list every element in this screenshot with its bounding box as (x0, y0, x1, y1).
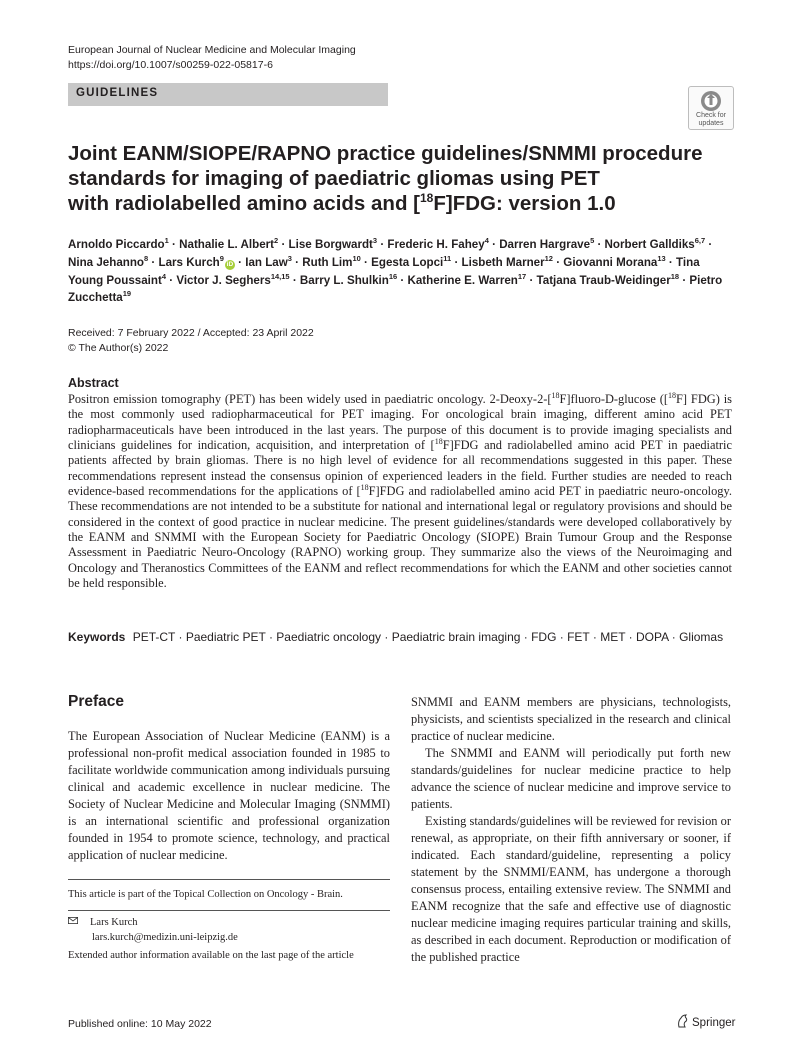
author-affiliation: 11 (443, 253, 452, 263)
author-name[interactable]: Ruth Lim (302, 255, 353, 269)
author-name[interactable]: Ian Law (245, 255, 288, 269)
author-affiliation: 14,15 (270, 271, 290, 281)
title-line-1: Joint EANM/SIOPE/RAPNO practice guidelines/SNMMI procedure (68, 142, 703, 165)
journal-header (68, 43, 356, 73)
author-name[interactable]: Egesta Lopci (371, 255, 444, 269)
orcid-icon[interactable]: iD (226, 260, 234, 268)
title-line-2: standards for imaging of paediatric gliomas using PET (68, 167, 600, 190)
received-accepted-dates: Received: 7 February 2022 / Accepted: 23 April 2022 (68, 327, 314, 339)
envelope-icon (68, 917, 78, 924)
extended-author-info: Extended author information available on the last page of the article (68, 950, 354, 961)
author-name[interactable]: Lisbeth Marner (461, 255, 545, 269)
author-name[interactable]: Katherine E. Warren (407, 273, 518, 287)
author-name[interactable]: Darren Hargrave (499, 238, 591, 251)
author-affiliation: 13 (657, 253, 666, 263)
author-affiliation: 2 (274, 236, 279, 246)
check-updates-line2: updates (698, 119, 724, 127)
author-name[interactable]: Nina Jehanno (68, 255, 145, 269)
left-column (68, 728, 390, 864)
author-name[interactable]: Giovanni Morana (563, 255, 658, 269)
abstract-heading: Abstract (68, 376, 119, 390)
author-name[interactable]: Lars Kurch (158, 255, 220, 269)
article-title (68, 141, 708, 216)
check-for-updates-badge[interactable] (688, 86, 734, 130)
published-date: Published online: 10 May 2022 (68, 1018, 212, 1030)
keywords-label: Keywords (68, 630, 126, 644)
author-affiliation: 16 (388, 271, 398, 281)
check-updates-icon (700, 90, 722, 112)
preface-paragraph-3: The SNMMI and EANM will periodically put forth new standards/guidelines for nuclear medicine practice to help advance the science of nuclear medicine and improve service to patients. (411, 746, 731, 811)
preface-paragraph-2: SNMMI and EANM members are physicians, technologists, physicists, and scientists specialized in the research and clinical practice of nuclear medicine. (411, 695, 731, 743)
author-affiliation: 18 (670, 271, 680, 281)
author-name[interactable]: Norbert Galldiks (604, 238, 695, 251)
author-name[interactable]: Barry L. Shulkin (299, 273, 389, 287)
doi-link[interactable]: https://doi.org/10.1007/s00259-022-05817-6 (68, 59, 273, 71)
author-affiliation: 6,7 (694, 236, 706, 246)
author-affiliation: 5 (590, 236, 595, 246)
copyright-notice: © The Author(s) 2022 (68, 342, 169, 354)
abstract-body: Positron emission tomography (PET) has been widely used in paediatric oncology. 2-Deoxy-2-[$^{18}$F]fluoro-D-glucose ([$^{18}$F] FDG) is the most commonly used radiopharmaceutical for PET imaging. For oncological brain imaging, different amino acid PET radiopharmaceuticals have been introduced in the last years. The purpose of this document is to provide imaging specialists and clinicians guidelines for indication, acquisition, and interpretation of [$^{18}$F]FDG and radiolabelled amino acid PET in paediatric patients affected by brain gliomas. There is no high level of evidence for all recommendations suggested in this paper. These recommendations represent instead the consensus opinion of experienced leaders in the field. Further studies are needed to reach evidence-based recommendations for the applications of [$^{18}$F]FDG and radiolabelled amino acid PET in paediatric neuro-oncology. These recommendations are not intended to be a substitute for national and international legal or regulatory provisions and should be considered in the context of good practice in nuclear medicine. The present guidelines/standards were developed collaboratively by the EANM and SNMMI with the European Society for Paediatric Oncology (SIOPE) Brain Tumour Group and the Response Assessment in Paediatric Neuro-Oncology (RAPNO) working group. They summarize also the views of the Neuroimaging and Oncology and Theranostics Committees of the EANM and reflect recommendations for which the EANM and other societies cannot be held responsible. (68, 390, 732, 591)
author-name[interactable]: Lise Borgwardt (288, 238, 373, 251)
author-affiliation: 4 (484, 236, 489, 246)
title-line-3: with radiolabelled amino acids and [$^{18}$F]FDG: version 1.0 (68, 191, 616, 215)
check-updates-line1: Check for (696, 112, 726, 119)
springer-horse-icon (676, 1014, 689, 1028)
author-affiliation: 12 (544, 253, 553, 263)
author-name[interactable]: Arnoldo Piccardo (68, 238, 165, 251)
preface-paragraph-4: Existing standards/guidelines will be reviewed for revision or renewal, as appropriate, on their fifth anniversary or sooner, if indicated. Each standard/guideline, representing a policy statement by the SNMMI/EANM, has undergone a thorough consensus process, entailing extensive review. The SNMMI and EANM recognize that the safe and effective use of diagnostic nuclear medicine imaging requires particular training and skills, as described in each document. Reproduction or modification of the published practice (411, 814, 731, 964)
author-affiliation: 3 (287, 253, 292, 263)
corresponding-author-email[interactable]: lars.kurch@medizin.uni-leipzig.de (92, 932, 238, 943)
author-list: Arnoldo Piccardo$^1$ · Nathalie L. Albert$^2$ · Lise Borgwardt$^3$ · Frederic H. Fahey$^4$ · Darren Hargrave$^5$ · Norbert Galldiks$^{6,7}$ · Nina Jehanno$^8$ · Lars Kurch$^9$iD · Ian Law$^3$ · Ruth Lim$^{10}$ · Egesta Lopci$^{11}$ · Lisbeth Marner$^{12}$ · Giovanni Morana$^{13}$ · Tina Young Poussaint$^4$ · Victor J. Seghers$^{14,15}$ · Barry L. Shulkin$^{16}$ · Katherine E. Warren$^{17}$ · Tatjana Traub-Weidinger$^{18}$ · Pietro Zucchetta$^{19}$ (68, 236, 723, 305)
author-affiliation: 8 (144, 253, 149, 263)
article-dates (68, 326, 314, 356)
journal-name: European Journal of Nuclear Medicine and Molecular Imaging (68, 44, 356, 56)
author-name[interactable]: Tatjana Traub-Weidinger (536, 273, 671, 287)
author-name[interactable]: Tina Young Poussaint (68, 255, 700, 287)
publisher-logo (676, 1014, 735, 1029)
keywords (68, 629, 732, 645)
author-affiliation: 9 (219, 253, 224, 263)
author-name[interactable]: Nathalie L. Albert (179, 238, 275, 251)
author-name[interactable]: Frederic H. Fahey (387, 238, 485, 251)
corresponding-author (68, 915, 238, 945)
author-name[interactable]: Victor J. Seghers (176, 273, 271, 287)
corresponding-author-name: Lars Kurch (90, 917, 138, 928)
footnote-divider (68, 910, 390, 911)
author-affiliation: 10 (352, 253, 361, 263)
author-affiliation: 4 (161, 271, 166, 281)
right-column (411, 694, 731, 966)
publisher-name: Springer (692, 1017, 736, 1029)
author-affiliation: 3 (372, 236, 378, 246)
section-banner (68, 83, 388, 106)
section-label: GUIDELINES (76, 87, 159, 99)
topical-collection-note: This article is part of the Topical Collection on Oncology - Brain. (68, 889, 343, 900)
footnote-divider (68, 879, 390, 880)
preface-paragraph-1: The European Association of Nuclear Medicine (EANM) is a professional non-profit medical association founded in 1985 to facilitate worldwide communication among individuals pursuing clinical and academic excellence in nuclear medicine. The Society of Nuclear Medicine and Molecular Imaging (SNMMI) is an international scientific and professional organization founded in 1954 to promote science, technology, and practical application of nuclear medicine. (68, 729, 390, 862)
author-name[interactable]: Pietro Zucchetta (68, 273, 723, 305)
preface-heading: Preface (68, 693, 125, 710)
keywords-list: PET-CT · Paediatric PET · Paediatric oncology · Paediatric brain imaging · FDG · FET · MET · DOPA · Gliomas (132, 630, 724, 644)
author-affiliation: 1 (164, 236, 169, 246)
author-affiliation: 19 (122, 289, 132, 299)
author-affiliation: 17 (517, 271, 527, 281)
